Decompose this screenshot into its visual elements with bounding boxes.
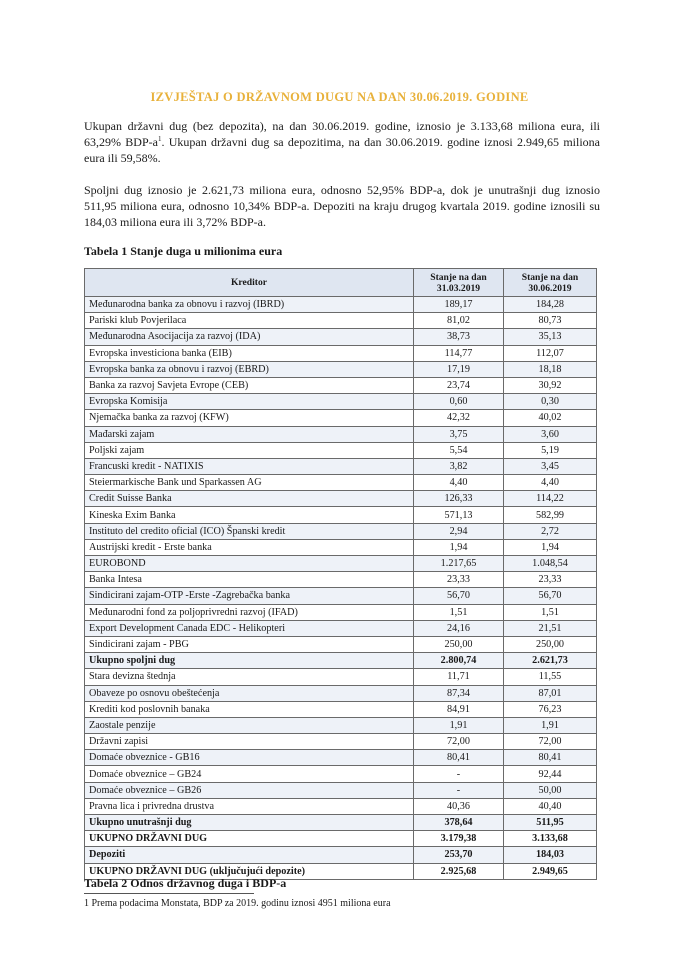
creditor-cell: Krediti kod poslovnih banaka <box>85 701 414 717</box>
debt-breakdown-paragraph: Spoljni dug iznosio je 2.621,73 miliona eura, odnosno 52,95% BDP-a, dok je unutrašnji dug iznosio 511,95 miliona eura, odnosno 10,34% BDP-a. Depoziti na kraju drugog kvartala 2019. godine iznosili su 184,03 miliona eura ili 3,72% BDP-a. <box>84 183 600 229</box>
summary-text-part2: . Ukupan državni dug sa depozitima, na dan 30.06.2019. godine iznosi 2.949,65 miliona eura ili 59,58%. <box>84 135 600 165</box>
table-row <box>85 798 597 814</box>
header-creditor: Kreditor <box>85 269 414 297</box>
table-row <box>85 669 597 685</box>
table-row <box>85 750 597 766</box>
table-row <box>85 847 597 863</box>
value-q1-cell: 56,70 <box>414 588 504 604</box>
creditor-cell: Kineska Exim Banka <box>85 507 414 523</box>
table-row <box>85 442 597 458</box>
value-q2-cell: 1,91 <box>504 717 597 733</box>
creditor-cell: Evropska investiciona banka (EIB) <box>85 345 414 361</box>
value-q2-cell: 5,19 <box>504 442 597 458</box>
value-q2-cell: 1,94 <box>504 539 597 555</box>
table-row <box>85 410 597 426</box>
table-row <box>85 588 597 604</box>
value-q2-cell: 23,33 <box>504 572 597 588</box>
creditor-cell: UKUPNO DRŽAVNI DUG <box>85 831 414 847</box>
table1-caption: Tabela 1 Stanje duga u milionima eura <box>84 244 283 258</box>
value-q1-cell: 189,17 <box>414 297 504 313</box>
value-q2-cell: 87,01 <box>504 685 597 701</box>
table-row <box>85 297 597 313</box>
creditor-cell: Steiermarkische Bank und Sparkassen AG <box>85 475 414 491</box>
table-row <box>85 685 597 701</box>
creditor-cell: Ukupno unutrašnji dug <box>85 815 414 831</box>
value-q1-cell: 250,00 <box>414 636 504 652</box>
value-q1-cell: 87,34 <box>414 685 504 701</box>
value-q2-cell: 92,44 <box>504 766 597 782</box>
value-q2-cell: 40,40 <box>504 798 597 814</box>
value-q1-cell: 2.925,68 <box>414 863 504 879</box>
value-q2-cell: 1,51 <box>504 604 597 620</box>
value-q2-cell: 511,95 <box>504 815 597 831</box>
value-q2-cell: 184,28 <box>504 297 597 313</box>
creditor-cell: Domaće obveznice - GB16 <box>85 750 414 766</box>
value-q2-cell: 3.133,68 <box>504 831 597 847</box>
value-q1-cell: 11,71 <box>414 669 504 685</box>
value-q1-cell: 378,64 <box>414 815 504 831</box>
creditor-cell: Pravna lica i privredna drustva <box>85 798 414 814</box>
debt-table <box>84 268 597 880</box>
footnote: 1 Prema podacima Monstata, BDP za 2019. godinu iznosi 4951 miliona eura <box>84 898 391 909</box>
value-q1-cell: 0,60 <box>414 394 504 410</box>
creditor-cell: Međunarodna banka za obnovu i razvoj (IBRD) <box>85 297 414 313</box>
value-q1-cell: 40,36 <box>414 798 504 814</box>
value-q2-cell: 18,18 <box>504 361 597 377</box>
value-q1-cell: 3,82 <box>414 458 504 474</box>
header-q1: Stanje na dan 31.03.2019 <box>414 269 504 297</box>
value-q1-cell: 1.217,65 <box>414 556 504 572</box>
value-q2-cell: 2,72 <box>504 523 597 539</box>
creditor-cell: Međunarodni fond za poljoprivredni razvoj (IFAD) <box>85 604 414 620</box>
table-row <box>85 313 597 329</box>
value-q2-cell: 582,99 <box>504 507 597 523</box>
table-row <box>85 572 597 588</box>
creditor-cell: Poljski zajam <box>85 442 414 458</box>
table-row <box>85 604 597 620</box>
value-q2-cell: 21,51 <box>504 620 597 636</box>
table-row <box>85 329 597 345</box>
value-q1-cell: 4,40 <box>414 475 504 491</box>
table-row <box>85 556 597 572</box>
table-row <box>85 782 597 798</box>
creditor-cell: Međunarodna Asocijacija za razvoj (IDA) <box>85 329 414 345</box>
table-header-row <box>85 269 597 297</box>
summary-text-part1: Ukupan državni dug (bez depozita), na dan 30.06.2019. godine, iznosio je 3.133,68 miliona eura, ili 63,29% BDP-a <box>84 119 600 149</box>
value-q1-cell: - <box>414 766 504 782</box>
table-row <box>85 734 597 750</box>
value-q1-cell: 126,33 <box>414 491 504 507</box>
value-q2-cell: 30,92 <box>504 377 597 393</box>
creditor-cell: Sindicirani zajam - PBG <box>85 636 414 652</box>
value-q1-cell: 42,32 <box>414 410 504 426</box>
value-q1-cell: 23,74 <box>414 377 504 393</box>
value-q2-cell: 114,22 <box>504 491 597 507</box>
creditor-cell: Evropska banka za obnovu i razvoj (EBRD) <box>85 361 414 377</box>
value-q2-cell: 40,02 <box>504 410 597 426</box>
table-row <box>85 636 597 652</box>
creditor-cell: UKUPNO DRŽAVNI DUG (uključujući depozite) <box>85 863 414 879</box>
value-q1-cell: 1,51 <box>414 604 504 620</box>
footnote-reference[interactable]: 1 <box>157 135 162 143</box>
value-q1-cell: 3,75 <box>414 426 504 442</box>
value-q2-cell: 3,60 <box>504 426 597 442</box>
value-q1-cell: 571,13 <box>414 507 504 523</box>
creditor-cell: Mađarski zajam <box>85 426 414 442</box>
value-q2-cell: 112,07 <box>504 345 597 361</box>
creditor-cell: Obaveze po osnovu obeštećenja <box>85 685 414 701</box>
creditor-cell: Domaće obveznice – GB24 <box>85 766 414 782</box>
table-row <box>85 458 597 474</box>
creditor-cell: Austrijski kredit - Erste banka <box>85 539 414 555</box>
value-q2-cell: 250,00 <box>504 636 597 652</box>
creditor-cell: Zaostale penzije <box>85 717 414 733</box>
value-q2-cell: 3,45 <box>504 458 597 474</box>
value-q1-cell: 114,77 <box>414 345 504 361</box>
value-q2-cell: 4,40 <box>504 475 597 491</box>
table-body <box>85 297 597 880</box>
table-row <box>85 539 597 555</box>
value-q1-cell: 1,91 <box>414 717 504 733</box>
table-row <box>85 345 597 361</box>
value-q2-cell: 1.048,54 <box>504 556 597 572</box>
creditor-cell: Državni zapisi <box>85 734 414 750</box>
creditor-cell: Evropska Komisija <box>85 394 414 410</box>
value-q1-cell: 253,70 <box>414 847 504 863</box>
creditor-cell: Stara devizna štednja <box>85 669 414 685</box>
value-q2-cell: 35,13 <box>504 329 597 345</box>
value-q1-cell: 72,00 <box>414 734 504 750</box>
table-row <box>85 523 597 539</box>
value-q2-cell: 80,41 <box>504 750 597 766</box>
creditor-cell: Export Development Canada EDC - Helikopteri <box>85 620 414 636</box>
value-q1-cell: 2,94 <box>414 523 504 539</box>
creditor-cell: Banka za razvoj Savjeta Evrope (CEB) <box>85 377 414 393</box>
value-q1-cell: 17,19 <box>414 361 504 377</box>
creditor-cell: Depoziti <box>85 847 414 863</box>
value-q2-cell: 72,00 <box>504 734 597 750</box>
table-row <box>85 815 597 831</box>
creditor-cell: Njemačka banka za razvoj (KFW) <box>85 410 414 426</box>
table-row <box>85 426 597 442</box>
table-row <box>85 377 597 393</box>
value-q1-cell: 23,33 <box>414 572 504 588</box>
table-row <box>85 394 597 410</box>
header-q2: Stanje na dan 30.06.2019 <box>504 269 597 297</box>
creditor-cell: Ukupno spoljni dug <box>85 653 414 669</box>
creditor-cell: Domaće obveznice – GB26 <box>85 782 414 798</box>
creditor-cell: Instituto del credito oficial (ICO) Španski kredit <box>85 523 414 539</box>
table-row <box>85 717 597 733</box>
value-q2-cell: 56,70 <box>504 588 597 604</box>
table-row <box>85 831 597 847</box>
value-q1-cell: 5,54 <box>414 442 504 458</box>
value-q2-cell: 184,03 <box>504 847 597 863</box>
summary-paragraph <box>84 118 600 166</box>
value-q1-cell: 1,94 <box>414 539 504 555</box>
table-row <box>85 507 597 523</box>
value-q2-cell: 2.621,73 <box>504 653 597 669</box>
table-row <box>85 491 597 507</box>
table-row <box>85 653 597 669</box>
value-q2-cell: 11,55 <box>504 669 597 685</box>
table-row <box>85 701 597 717</box>
value-q1-cell: - <box>414 782 504 798</box>
value-q1-cell: 80,41 <box>414 750 504 766</box>
value-q2-cell: 50,00 <box>504 782 597 798</box>
value-q1-cell: 24,16 <box>414 620 504 636</box>
value-q2-cell: 76,23 <box>504 701 597 717</box>
table-row <box>85 361 597 377</box>
value-q1-cell: 81,02 <box>414 313 504 329</box>
table-row <box>85 475 597 491</box>
creditor-cell: Banka Intesa <box>85 572 414 588</box>
table-row <box>85 620 597 636</box>
value-q1-cell: 3.179,38 <box>414 831 504 847</box>
value-q1-cell: 38,73 <box>414 329 504 345</box>
footnote-divider <box>84 893 254 894</box>
value-q2-cell: 0,30 <box>504 394 597 410</box>
creditor-cell: Credit Suisse Banka <box>85 491 414 507</box>
table-row <box>85 766 597 782</box>
table2-caption: Tabela 2 Odnos državnog duga i BDP-a <box>84 876 287 890</box>
creditor-cell: EUROBOND <box>85 556 414 572</box>
creditor-cell: Pariski klub Povjerilaca <box>85 313 414 329</box>
creditor-cell: Sindicirani zajam-OTP -Erste -Zagrebačka banka <box>85 588 414 604</box>
value-q2-cell: 80,73 <box>504 313 597 329</box>
value-q2-cell: 2.949,65 <box>504 863 597 879</box>
creditor-cell: Francuski kredit - NATIXIS <box>85 458 414 474</box>
value-q1-cell: 84,91 <box>414 701 504 717</box>
value-q1-cell: 2.800,74 <box>414 653 504 669</box>
page-title: IZVJEŠTAJ O DRŽAVNOM DUGU NA DAN 30.06.2019. GODINE <box>150 90 529 104</box>
